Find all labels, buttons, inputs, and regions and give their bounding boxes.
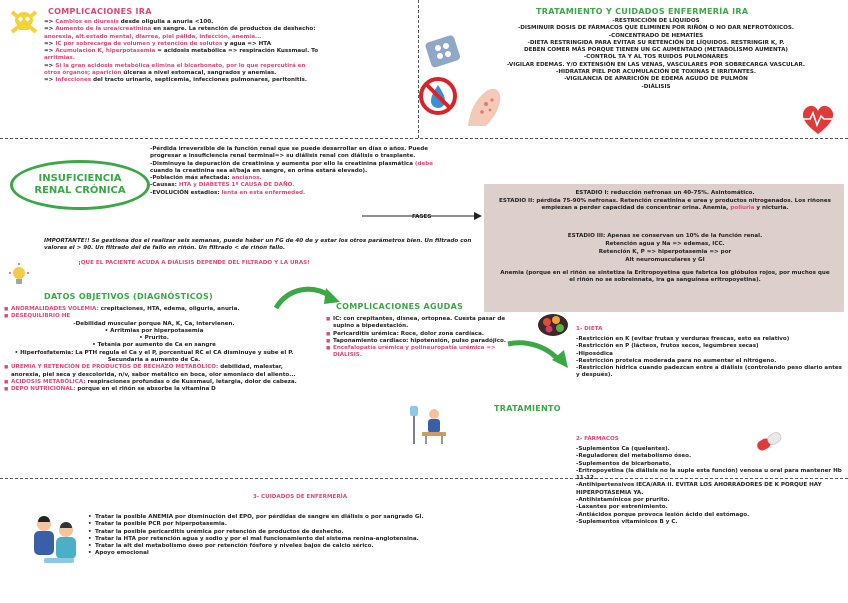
irc-def-text: -Causas: <box>150 182 179 189</box>
complication-prefix: => <box>44 77 56 84</box>
irc-def-highlight: (debe <box>414 160 434 167</box>
complication-highlight: IC por sobrecarga de volumen y retención de solutos <box>55 40 223 47</box>
treatment-nursing-line: -VIGILANCIA DE APARICIÓN DE EDEMA AGUDO DE PULMÓN <box>564 76 748 83</box>
important-note: IMPORTANTE!! Se gestiona dos el realizar seis semanas, puede haber un FG de 40 de y estar los otros parámetros bien. Un filtrado con valores el > 90. Un filtrado del de fallo en riñón. Un filtrado < de riñón fallo. <box>44 238 472 252</box>
diet-item: -Hiposódica <box>576 350 613 357</box>
treatment-nursing-list <box>464 18 848 91</box>
irc-def-text: -EVOLUCIÓN estadios: <box>150 189 222 196</box>
irc-def-text: -Pérdida irreversible de la función renal que se puede desarrollar en días o años. Puede <box>150 146 428 152</box>
nurse-patient-icon <box>24 508 86 570</box>
objective-heading: ACIDOSIS METABÓLICA: <box>11 378 88 385</box>
care-text: Apoyo emocional <box>95 550 149 557</box>
irc-def-highlight: lenta en esta enfermedad. <box>221 189 306 196</box>
treatment-nursing-line: -DIÁLISIS <box>641 83 671 90</box>
bullet-icon: • <box>88 521 92 528</box>
objective-item <box>4 342 304 349</box>
iv-patient-icon <box>404 402 452 446</box>
treatment-nursing-line: -RESTRICCIÓN DE LÍQUIDOS <box>612 18 700 24</box>
irc-def-highlight: HTA y DIABETES 1ª CAUSA DE DAÑO. <box>178 182 295 189</box>
objective-heading: DEPO NUTRICIONAL: <box>11 386 78 393</box>
complication-highlight: Acumulación K, hiperpotasemia <box>55 48 156 55</box>
phases-label: FASES <box>412 214 432 220</box>
bullet-icon: ■ <box>4 379 9 385</box>
complications-list <box>44 19 414 85</box>
irc-def-highlight: ancianos. <box>231 175 262 182</box>
drugs-list <box>576 446 842 526</box>
stage-3-d: Alt neuromusculares y GI <box>625 257 705 263</box>
irc-def-text: progresar a insuficiencia renal terminal=> su diálisis renal con diálisis o trasplante. <box>150 153 416 160</box>
irc-title-badge <box>10 160 150 210</box>
objective-heading: DESEQUILIBRIO HE <box>11 313 71 320</box>
complication-prefix: => <box>44 19 56 25</box>
complication-text: y agua => HTA <box>222 40 272 47</box>
no-water-icon <box>418 76 458 116</box>
stage-3-b: Retención agua y Na => edemas, ICC. <box>605 241 725 247</box>
objective-text: porque en el riñón se absorbe la vitamina D <box>77 386 216 393</box>
complication-highlight: Infecciones <box>55 77 92 84</box>
treatment-nursing-line: -DISMINUIR DOSIS DE FÁRMACOS QUE ELIMINEN POR RIÑÓN O NO DAR NEFROTÓXICOS. <box>517 25 795 32</box>
drug-item: -Suplementos Ca (quelantes). <box>576 446 670 452</box>
complication-highlight: anorexia, alt.estado mental, diarrea, piel pálida, infección, anemia... <box>44 33 262 40</box>
drugs-title: 2- FÁRMACOS <box>576 436 619 442</box>
irc-def-line <box>150 161 480 168</box>
drug-item: -Eritropoyetina (la diálisis no la suple esta función) venosa u oral para mantener Hb 11-12. <box>576 467 842 482</box>
acute-item <box>326 316 526 331</box>
bullet-icon: ■ <box>4 314 9 320</box>
drug-item: -Suplementos de bicarbonato. <box>576 460 672 467</box>
complication-text: desde oligulia a anuria <100. <box>118 19 214 25</box>
care-text: Tratar la posible PCR por hiperpotasemia. <box>95 521 227 528</box>
complication-text: del tracto urinario, septicemia, infecciones pulmonares, peritonitis. <box>91 77 307 84</box>
acute-item <box>326 331 526 338</box>
irc-def-line <box>150 153 480 160</box>
acute-text: IC: con crepitantes, disnea, ortopnea. Cuesta pasar de supino a bipedestación. <box>333 316 506 330</box>
complication-highlight: Si la gran acidosis metabólica elimina el bicarbonato, por lo que repercutirá en <box>55 62 306 69</box>
objective-text: • Tetania por aumento de Ca en sangre <box>92 342 216 349</box>
complication-highlight: otros órganos; aparición <box>44 70 124 77</box>
stage-3-c: Retención K, P => hiperpotasemia => por <box>598 249 732 255</box>
complication-prefix: => <box>44 26 56 33</box>
care-item <box>88 514 588 521</box>
care-text: Tratar la alt del metabolismo óseo por retención fósforo y niveles bajos de calcio sérico. <box>95 543 374 550</box>
objective-item <box>4 306 304 313</box>
heart-monitor-icon <box>798 102 838 136</box>
bullet-icon: • <box>88 535 92 542</box>
stage-3-e: Anemia (porque en el riñón se sintetiza la Eritropoyetina que fabrica los glóbulos rojos, por muchos que el riñón no se sobreinnata, ira ga sanguínea eritropoyetina). <box>500 270 830 284</box>
complication-prefix: => <box>44 62 56 69</box>
treatment-nursing-line: -CONTROL TA Y AL TOS RUIDOS PULMONARES <box>583 54 729 61</box>
diet-list <box>576 336 842 380</box>
top-vertical-divider <box>418 0 419 138</box>
care-list <box>88 514 588 558</box>
acute-text: Pericarditis urémica: Roce, dolor zona cardíaca. <box>333 330 484 337</box>
bullet-icon: ■ <box>326 331 331 337</box>
treatment-nursing-line: -HIDRATAR PIEL POR ACUMULACIÓN DE TOXINAS E IRRITANTES. <box>556 69 756 76</box>
complication-highlight: arritmias. <box>44 55 75 62</box>
objective-item <box>4 386 304 393</box>
complication-text: en sangre. La retención de productos de deshecho: <box>151 26 316 33</box>
objective-text: • Arritmias por hiperpotasemia <box>104 327 204 334</box>
objective-item <box>4 313 304 320</box>
care-text: Tratar la posible ANEMIA por disminución del EPO, por pérdidas de sangre en diálisis o por sangrado GI. <box>95 514 424 520</box>
treatment-nursing-line: -DIETA RESTRINGIDA PARA EVITAR SU RETENCIÓN DE LÍQUIDOS. RESTRINGIR K, P. <box>527 39 785 46</box>
irc-def-line <box>150 182 480 189</box>
complication-text: úlceras a nivel estomacal, sangrados y anemias. <box>123 70 277 77</box>
stage-1: ESTADIO I: reducción nefronas un 40-75%. Asintomático. <box>575 190 755 196</box>
objective-item <box>4 335 304 342</box>
objective-text: crepitaciones, HTA, edema, oliguria, anuria. <box>100 306 240 312</box>
complication-line <box>44 77 414 84</box>
acute-text: Taponamiento cardiaco: hipotensión, pulso paradójico. <box>333 337 506 344</box>
diet-item: -Restricción proteica moderada para no aumentar el nitrógeno. <box>576 357 777 364</box>
drug-item: -Antiácidos porque provoca lesión ácido del estómago. <box>576 511 750 518</box>
objective-item <box>4 321 304 328</box>
objective-title: DATOS OBJETIVOS (DIAGNÓSTICOS) <box>44 292 213 301</box>
important-dialysis: ¡QUE EL PACIENTE ACUDA A DIÁLISIS DEPENDE DEL FILTRADO Y LA URAS! <box>78 260 310 266</box>
care-item <box>88 543 588 550</box>
bullet-icon: • <box>88 550 92 557</box>
drug-item: -Antihipertensivos IECA/ARA II. EVITAR LOS AHORRADORES DE K PORQUE HAY HIPERPOTASEMIA YA. <box>576 482 822 496</box>
bullet-icon: ■ <box>326 338 331 344</box>
objective-text: • Hiperfosfatemia: La PTH regula el Ca y el P, porcentual RC el CA disminuye y sube el P. Secundaria a aumento de Ca. <box>14 349 294 364</box>
complication-highlight: Cambios en diuresis <box>55 19 119 25</box>
complication-prefix: => <box>44 48 56 55</box>
irc-title: INSUFICIENCIA RENAL CRÓNICA <box>34 173 126 196</box>
objective-item <box>4 364 304 379</box>
treatment-nursing-line: -CONCENTRADO DE HEMATÍES <box>608 32 704 39</box>
objective-list <box>4 306 304 394</box>
objective-text: debilidad, malestar, anorexia, piel seca y descolorida, n/v, sabor metálico en boca, olor amoniaco del aliento... <box>11 364 296 378</box>
complication-line <box>44 55 414 62</box>
treatment-nursing-line: DEBEN COMER MÁS PORQUE TIENEN UN GC AUMENTADO (METABOLISMO AUMENTA) <box>524 47 788 54</box>
complication-line <box>44 70 414 77</box>
care-item <box>88 529 588 536</box>
bullet-icon: • <box>88 528 92 535</box>
bullet-icon: ■ <box>4 307 9 312</box>
objective-heading: ANORMALIDADES VOLEMIA: <box>11 306 101 312</box>
acute-title: COMPLICACIONES AGUDAS <box>336 302 464 311</box>
irc-definition <box>150 146 480 197</box>
objective-item <box>4 328 304 335</box>
care-text: Tratar la posible pericarditis urémica por retención de productos de deshecho. <box>95 528 344 535</box>
stage-2: ESTADIO II: pérdida 75-90% nefronas. Retención creatinina e urea y productos nitrogenados. Los riñones empiezan a perder capacidad de concentrar orina. Anemia, poliuria y nicturia. <box>499 198 831 212</box>
bullet-icon: ■ <box>326 346 331 352</box>
objective-item <box>4 350 304 365</box>
complication-text: = acidosis metabólica => respiración Kussmaul. To <box>155 48 319 55</box>
food-icon <box>536 310 570 338</box>
irc-def-text: -Disminuye la depuración de creatinina y aumenta por ello la creatinina plasmática <box>150 160 415 167</box>
care-item <box>88 521 588 528</box>
drug-item: -Suplementos vitamínicos B y C. <box>576 518 678 525</box>
treatment-nursing-line: -VIGILAR EDEMAS. Y/O EXTENSIÓN EN LAS VENAS, VASCULARES POR SOBRECARGA VASCULAR. <box>507 61 805 68</box>
care-item <box>88 550 588 557</box>
top-divider <box>0 138 848 139</box>
bullet-icon: ■ <box>326 317 331 322</box>
stage-3: ESTADIO III: Apenas se conservan un 10% de la función renal. <box>567 233 763 239</box>
pills-icon <box>424 34 464 70</box>
complication-line <box>44 34 414 41</box>
skull-icon <box>6 4 42 40</box>
drug-item: -Laxantes por estreñimiento. <box>576 504 668 511</box>
skin-icon <box>462 80 510 128</box>
complication-line <box>44 48 414 55</box>
treatment-label: TRATAMIENTO <box>494 404 561 413</box>
care-title: 3- CUIDADOS DE ENFERMERÍA <box>252 494 348 500</box>
diet-item: -Restricción en P (lácteos, frutos secos, legumbres secas) <box>576 343 759 350</box>
lightbulb-icon <box>6 262 32 288</box>
bullet-icon: ■ <box>4 387 9 393</box>
complication-highlight: Aumento de la urea/creatinina <box>55 26 152 33</box>
bullet-icon: ■ <box>4 365 9 371</box>
complication-line <box>44 26 414 33</box>
curved-arrow-1 <box>272 282 342 312</box>
bullet-icon: • <box>88 514 92 520</box>
treatment-nursing-title: TRATAMIENTO Y CUIDADOS ENFERMERÍA IRA <box>536 7 749 16</box>
irc-def-text: cuando la creatinina sea al/baja en sangre, en orina estará elevado). <box>150 167 368 174</box>
diet-item: -Restricción hídrica cuando padezcan entre a diálisis (controlando peso diario antes y después). <box>576 365 842 379</box>
complication-prefix: => <box>44 40 56 47</box>
irc-def-line <box>150 190 480 197</box>
drug-item: -Reguladores del metabolismo óseo. <box>576 453 692 460</box>
diet-title: 1- DIETA <box>576 326 603 332</box>
acute-list <box>326 316 526 360</box>
curved-arrow-2 <box>506 338 572 370</box>
acute-highlight: Encefalopatía urémica y polineuropatía urémica => DIÁLISIS. <box>333 345 496 359</box>
objective-text: respiraciones profundas o de Kussmaul, letargia, dolor de cabeza. <box>87 378 297 385</box>
objective-text: • Prurito. <box>139 335 169 342</box>
irc-def-text: -Población más afectada: <box>150 175 232 182</box>
objective-text: -Debilidad muscular porque NA, K, Ca, intervienen. <box>73 320 235 327</box>
complications-title: COMPLICACIONES IRA <box>48 7 152 16</box>
care-text: Tratar la HTA por retención agua y sodio y por el mal funcionamiento del sistema renina-angiotensina. <box>95 535 419 542</box>
diet-item: -Restricción en K (evitar frutas y verduras frescas, esto es relativo) <box>576 336 790 342</box>
drug-item: -Antihistamínicos por prurito. <box>576 497 670 504</box>
complication-line <box>44 63 414 70</box>
objective-heading: UREMIA Y RETENCIÓN DE PRODUCTOS DE RECHAZO METABÓLICO: <box>11 364 221 371</box>
bullet-icon: • <box>88 543 92 550</box>
acute-item <box>326 345 526 360</box>
